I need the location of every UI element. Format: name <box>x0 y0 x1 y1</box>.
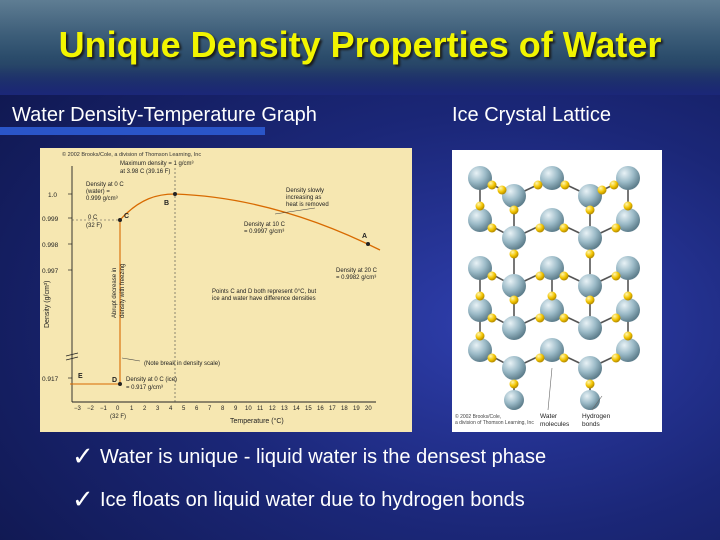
subtitle-graph: Water Density-Temperature Graph <box>12 104 317 126</box>
annotation: 0.999 g/cm³ <box>86 196 118 202</box>
legend-hydrogen: Hydrogen <box>582 413 611 420</box>
x-ticks <box>74 406 372 420</box>
density-graph-svg <box>40 148 412 432</box>
slide-title: Unique Density Properties of Water <box>58 24 662 65</box>
ice-lattice-figure <box>452 150 662 432</box>
x-tick-label: 15 <box>305 406 312 412</box>
x-tick-label: 0 <box>116 406 120 412</box>
legend-water: molecules <box>540 421 570 428</box>
x-axis-label: Temperature (°C) <box>230 418 284 425</box>
subtitle-lattice: Ice Crystal Lattice <box>452 104 611 126</box>
annotation: Points C and D both represent 0°C, but <box>212 289 317 295</box>
legend-hydrogen: bonds <box>582 421 600 428</box>
y-tick-label: 0.997 <box>42 268 59 275</box>
annotation-arrow <box>122 358 140 361</box>
x-tick-label: 1 <box>130 406 134 412</box>
x-tick-label: 20 <box>365 406 372 412</box>
check-icon: ✓ <box>72 484 94 514</box>
x-tick-label: 3 <box>156 406 160 412</box>
annotation: (32 F) <box>86 223 103 229</box>
point-a-label: A <box>362 233 368 240</box>
point-b <box>173 192 177 196</box>
annotation: Maximum density = 1 g/cm³ <box>120 161 194 167</box>
point-b-label: B <box>164 200 170 207</box>
annotation: 0 C <box>88 215 98 221</box>
density-graph <box>40 148 412 432</box>
point-c <box>118 218 122 222</box>
legend-water: Water <box>540 413 558 420</box>
x-tick-label: 11 <box>257 406 264 412</box>
x-tick-label: 2 <box>143 406 147 412</box>
annotation: Density at 0 C <box>86 182 124 188</box>
y-tick-label: 0.998 <box>42 242 59 249</box>
bullet-text: Ice floats on liquid water due to hydrogen bonds <box>100 489 525 511</box>
x-tick-label: −1 <box>100 406 107 412</box>
x-tick-label: 19 <box>353 406 360 412</box>
graph-annotations <box>86 161 378 391</box>
annotation: = 0.9997 g/cm³ <box>244 229 285 235</box>
annotation: ice and water have difference densities <box>212 296 316 302</box>
x-tick-label: 5 <box>182 406 186 412</box>
bullet-text: Water is unique - liquid water is the densest phase <box>100 446 547 468</box>
y-tick-label: 0.999 <box>42 216 59 223</box>
x-tick-label: 10 <box>245 406 252 412</box>
annotation: (water) = <box>86 189 110 195</box>
accent-bar <box>0 127 265 135</box>
x-tick-label: 14 <box>293 406 300 412</box>
x-tick-label: −2 <box>87 406 94 412</box>
x-tick-label: 16 <box>317 406 324 412</box>
x-tick-label: 7 <box>208 406 212 412</box>
x-tick-label: 8 <box>221 406 225 412</box>
graph-copyright: © 2002 Brooks/Cole, a division of Thomson Learning, Inc <box>62 152 202 158</box>
annotation: heat is removed <box>286 202 329 208</box>
y-tick-label: 1.0 <box>48 192 58 199</box>
annotation: increasing as <box>286 195 322 201</box>
annotation: Density at 0 C (ice) <box>126 377 178 383</box>
lattice-credit: © 2002 Brooks/Cole, <box>455 414 502 420</box>
check-icon: ✓ <box>72 441 94 471</box>
x-tick-label: 9 <box>234 406 238 412</box>
x-tick-label: 18 <box>341 406 348 412</box>
annotation: density with freezing <box>120 263 126 318</box>
annotation: at 3.98 C (39.16 F) <box>120 169 171 175</box>
annotation: Density at 20 C <box>336 268 378 274</box>
point-a <box>366 242 370 246</box>
x-tick-label: −3 <box>74 406 81 412</box>
annotation: (Note break in density scale) <box>144 361 221 367</box>
annotation: = 0.9982 g/cm³ <box>336 275 377 281</box>
annotation: Abrupt decrease in <box>112 267 118 318</box>
point-e-label: E <box>78 373 83 380</box>
point-d-label: D <box>112 377 118 384</box>
lattice-credit: a division of Thomson Learning, Inc <box>455 420 534 426</box>
ice-lattice-svg <box>452 150 662 432</box>
x-tick-label: 13 <box>281 406 288 412</box>
annotation: = 0.917 g/cm³ <box>126 385 163 391</box>
x-tick-label: 12 <box>269 406 276 412</box>
x-tick-label: 17 <box>329 406 336 412</box>
y-tick-label: 0.917 <box>42 376 59 383</box>
y-axis-label: Density (g/cm³) <box>44 280 51 328</box>
annotation: Density slowly <box>286 188 325 194</box>
x-tick-label: 4 <box>169 406 173 412</box>
annotation: Density at 10 C <box>244 222 286 228</box>
x-sub-label: (32 F) <box>110 414 127 420</box>
point-d <box>118 382 122 386</box>
x-tick-label: 6 <box>195 406 199 412</box>
point-c-label: C <box>124 213 130 220</box>
legend-pointer <box>548 368 552 410</box>
water-molecules <box>468 166 640 410</box>
